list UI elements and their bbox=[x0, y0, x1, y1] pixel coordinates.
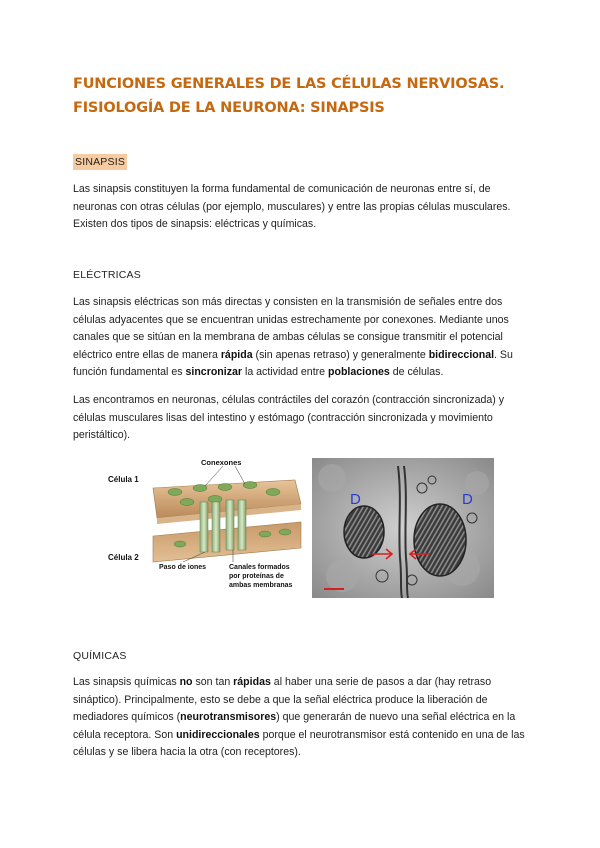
label-paso-de-iones: Paso de iones bbox=[159, 564, 207, 571]
text-run: Las encontramos en neuronas, células contráctiles del corazón (contracción sincronizada) y células musculares lisas del intestino y estómago (contracción sincronizada y movimiento peristáltico). bbox=[73, 394, 505, 442]
channel bbox=[212, 502, 220, 552]
connexon bbox=[193, 485, 207, 492]
connexon bbox=[266, 489, 280, 496]
mitochondrion-right bbox=[414, 504, 466, 576]
connexon bbox=[218, 484, 232, 491]
electricas-paragraph-2 bbox=[73, 392, 529, 445]
bold-term: rápida bbox=[220, 348, 253, 361]
channel bbox=[200, 502, 208, 552]
section-heading-quimicas: QUÍMICAS bbox=[73, 650, 127, 662]
electron-micrograph bbox=[312, 458, 494, 598]
bold-term: bidireccional bbox=[428, 348, 495, 361]
leader-line bbox=[235, 466, 245, 484]
text-run: . Su función fundamental es bbox=[73, 348, 513, 379]
text-run: la actividad entre bbox=[242, 366, 329, 379]
text-run: Las sinapsis químicas bbox=[73, 676, 180, 688]
blob bbox=[326, 560, 358, 592]
micrograph-svg bbox=[312, 458, 494, 598]
sinapsis-paragraph bbox=[73, 181, 529, 234]
section-heading-electricas: ELÉCTRICAS bbox=[73, 269, 141, 281]
label-canales-1: Canales formados bbox=[229, 564, 290, 571]
bold-term: unidireccionales bbox=[176, 728, 260, 741]
blob bbox=[318, 464, 346, 492]
label-celula-2: Célula 2 bbox=[108, 553, 139, 562]
label-canales-2: por proteínas de bbox=[229, 573, 284, 580]
mitochondrion-left bbox=[344, 506, 384, 558]
connexon bbox=[243, 482, 257, 489]
bold-term: neurotransmisores bbox=[180, 711, 277, 724]
connexon bbox=[174, 541, 186, 547]
channel bbox=[238, 500, 246, 550]
text-run: ) que generarán de nuevo una señal eléctrica en la célula receptora. Son bbox=[73, 711, 516, 741]
text-run: Las sinapsis constituyen la forma fundamental de comunicación de neuronas entre sí, de neuronas con otras células (por ejemplo, musculares) y entre las propias células musculares. Existen dos tipos de sinapsis: eléctricas y químicas. bbox=[73, 183, 511, 231]
label-d-right: D bbox=[462, 491, 473, 508]
label-celula-1: Célula 1 bbox=[108, 475, 139, 484]
leader-line bbox=[205, 466, 223, 486]
text-run: son tan bbox=[192, 676, 234, 688]
label-canales-3: ambas membranas bbox=[229, 582, 293, 589]
bold-term: sincronizar bbox=[185, 366, 243, 379]
text-run: Las sinapsis eléctricas son más directas y consisten en la transmisión de señales entre dos células adyacentes que se encuentran unidas estrechamente por conexones. Mediante unos canales que se sitúan en la membrana de ambas células se consigue transmitir el potencial eléctrico entre ellas de manera bbox=[73, 296, 509, 361]
quimicas-paragraph bbox=[73, 674, 529, 762]
connexon bbox=[259, 531, 271, 537]
text-run: al haber una serie de pasos a dar (hay retraso sináptico). Principalmente, esto se debe a que la señal eléctrica produce la liberación de mediadores químicos ( bbox=[73, 676, 492, 724]
gap-junction-svg bbox=[105, 458, 305, 598]
connexon bbox=[168, 489, 182, 496]
section-heading-sinapsis bbox=[73, 156, 127, 168]
bold-term: poblaciones bbox=[328, 366, 390, 379]
text-run: (sin apenas retraso) y generalmente bbox=[252, 348, 429, 361]
highlighted-heading: SINAPSIS bbox=[75, 156, 126, 168]
text-run: porque el neurotransmisor está contenido en una de las células y se libera hacia la otra (con receptores). bbox=[73, 728, 525, 759]
bold-term: rápidas bbox=[233, 676, 271, 688]
channel bbox=[226, 500, 234, 550]
connexon bbox=[180, 499, 194, 506]
label-conexones: Conexones bbox=[201, 458, 242, 467]
bold-term: no bbox=[179, 676, 193, 688]
page-title: FUNCIONES GENERALES DE LAS CÉLULAS NERVIOSAS. FISIOLOGÍA DE LA NEURONA: SINAPSIS bbox=[73, 76, 505, 116]
gap-junction-diagram bbox=[105, 458, 305, 598]
connexon bbox=[279, 529, 291, 535]
text-run: de células. bbox=[389, 366, 444, 379]
electricas-paragraph-1 bbox=[73, 294, 529, 382]
label-d-left: D bbox=[350, 491, 361, 508]
connexon bbox=[208, 496, 222, 503]
